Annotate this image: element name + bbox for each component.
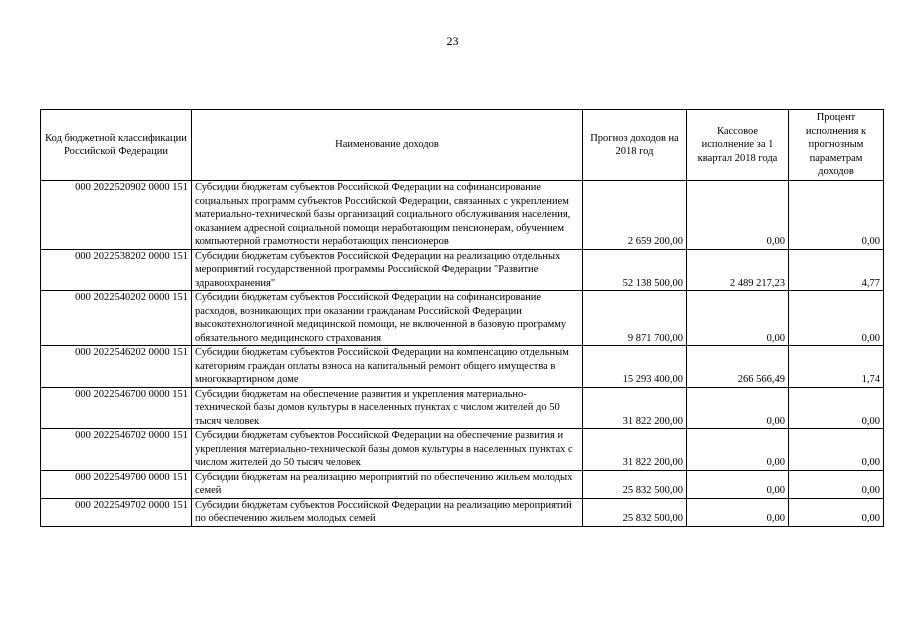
cell-executed: 0,00 [687,181,789,250]
cell-executed: 0,00 [687,291,789,346]
header-code: Код бюджетной классификации Российской Федерации [41,110,192,181]
cell-executed: 2 489 217,23 [687,249,789,291]
cell-percent: 1,74 [789,346,884,388]
page-number: 23 [446,34,459,48]
cell-forecast: 2 659 200,00 [583,181,687,250]
budget-income-table [40,109,884,527]
cell-forecast: 52 138 500,00 [583,249,687,291]
cell-forecast: 25 832 500,00 [583,498,687,526]
cell-code: 000 2022546202 0000 151 [41,346,192,388]
table-row [41,429,884,471]
cell-name: Субсидии бюджетам на реализацию мероприятий по обеспечению жильем молодых семей [192,470,583,498]
cell-executed: 266 566,49 [687,346,789,388]
table-header-row [41,110,884,181]
cell-name: Субсидии бюджетам субъектов Российской Федерации на компенсацию отдельным категориям граждан оплаты взноса на капитальный ремонт общего имущества в многоквартирном доме [192,346,583,388]
cell-executed: 0,00 [687,429,789,471]
cell-code: 000 2022540202 0000 151 [41,291,192,346]
header-name: Наименование доходов [192,110,583,181]
cell-name: Субсидии бюджетам субъектов Российской Федерации на реализацию мероприятий по обеспечению жильем молодых семей [192,498,583,526]
header-percent: Процент исполнения к прогнозным параметрам доходов [789,110,884,181]
table-row [41,498,884,526]
cell-forecast: 31 822 200,00 [583,387,687,429]
table-row [41,346,884,388]
cell-percent: 0,00 [789,470,884,498]
budget-table-container [40,109,883,527]
table-row [41,249,884,291]
cell-forecast: 31 822 200,00 [583,429,687,471]
cell-code: 000 2022549700 0000 151 [41,470,192,498]
cell-executed: 0,00 [687,498,789,526]
cell-name: Субсидии бюджетам субъектов Российской Федерации на обеспечение развития и укрепления материально-технической базы домов культуры в населенных пунктах с числом жителей до 50 тысяч человек [192,429,583,471]
cell-percent: 0,00 [789,498,884,526]
cell-percent: 0,00 [789,291,884,346]
cell-percent: 0,00 [789,387,884,429]
table-row [41,470,884,498]
cell-name: Субсидии бюджетам субъектов Российской Федерации на софинансирование расходов, возникающих при оказании гражданам Российской Федерации высокотехнологичной медицинской помощи, не включенной в базовую программу обязательного медицинского страхования [192,291,583,346]
table-row [41,291,884,346]
cell-forecast: 9 871 700,00 [583,291,687,346]
cell-executed: 0,00 [687,470,789,498]
cell-code: 000 2022546700 0000 151 [41,387,192,429]
cell-code: 000 2022549702 0000 151 [41,498,192,526]
cell-forecast: 15 293 400,00 [583,346,687,388]
cell-code: 000 2022546702 0000 151 [41,429,192,471]
table-row [41,181,884,250]
cell-percent: 4,77 [789,249,884,291]
cell-code: 000 2022520902 0000 151 [41,181,192,250]
cell-forecast: 25 832 500,00 [583,470,687,498]
cell-percent: 0,00 [789,181,884,250]
table-row [41,387,884,429]
cell-executed: 0,00 [687,387,789,429]
header-executed: Кассовое исполнение за 1 квартал 2018 года [687,110,789,181]
cell-name: Субсидии бюджетам субъектов Российской Федерации на софинансирование социальных программ субъектов Российской Федерации, связанных с укреплением материально-технической базы организаций социального обслуживания населения, оказанием адресной социальной помощи неработающим пенсионерам, обучением компьютерной грамотности неработающих пенсионеров [192,181,583,250]
header-forecast: Прогноз доходов на 2018 год [583,110,687,181]
cell-percent: 0,00 [789,429,884,471]
cell-name: Субсидии бюджетам субъектов Российской Федерации на реализацию отдельных мероприятий государственной программы Российской Федерации "Развитие здравоохранения" [192,249,583,291]
cell-name: Субсидии бюджетам на обеспечение развития и укрепления материально-технической базы домов культуры в населенных пунктах с числом жителей до 50 тысяч человек [192,387,583,429]
cell-code: 000 2022538202 0000 151 [41,249,192,291]
